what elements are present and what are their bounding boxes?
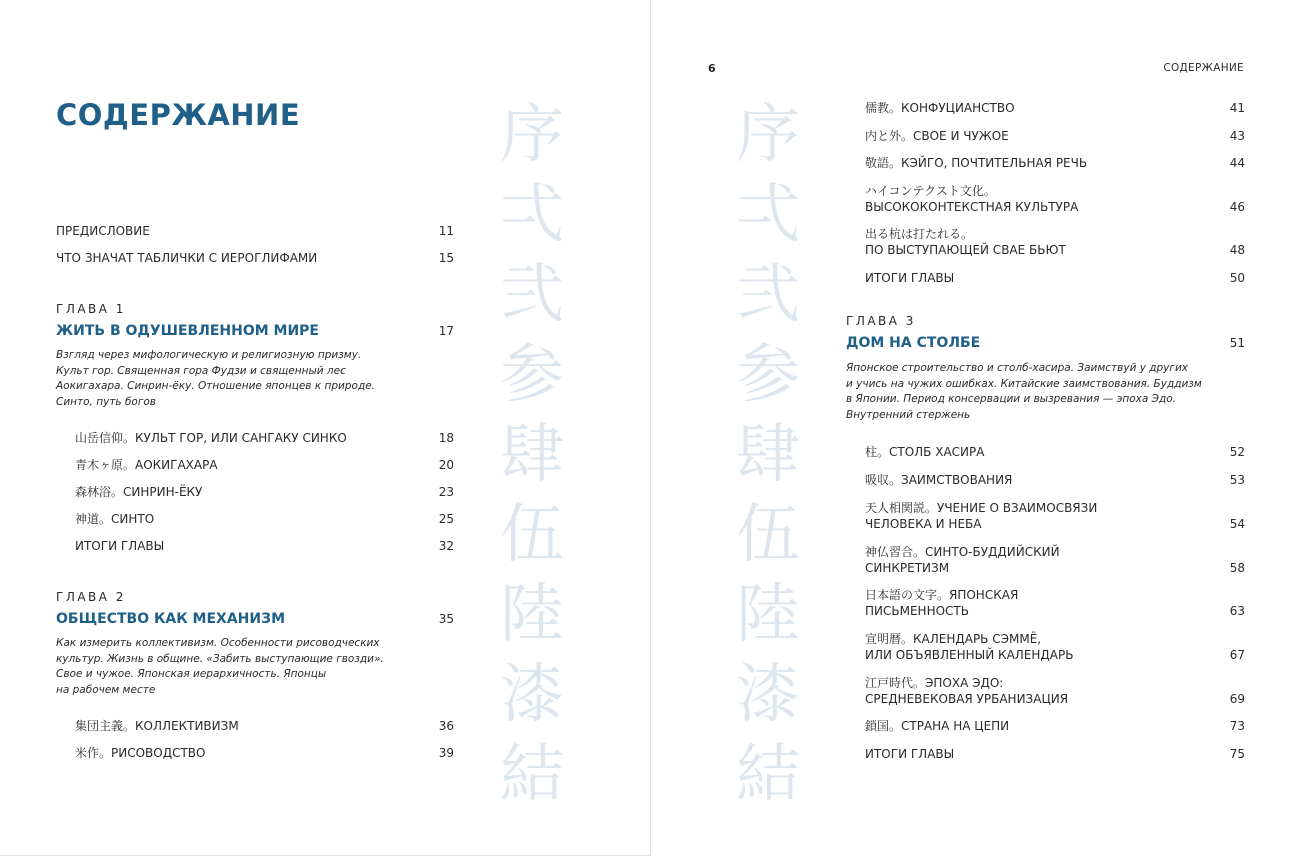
toc-entry[interactable] [75,745,454,761]
description-line: Синто, путь богов [56,395,156,408]
toc-entry-signs[interactable] [56,250,454,266]
kanji-char: 結 [736,738,800,812]
toc-entry-line: ВЫСОКОКОНТЕКСТНАЯ КУЛЬТУРА [865,200,1079,214]
toc-entry-line: СИНКРЕТИЗМ [865,561,950,575]
toc-entry-line: 神仏習合。СИНТО-БУДДИЙСКИЙ [865,545,1060,559]
toc-entry[interactable] [75,511,454,527]
chapter-2-description [56,636,396,698]
toc-entry[interactable] [865,718,1245,734]
toc-entry[interactable] [865,500,1245,532]
toc-entry-page: 73 [1229,719,1245,733]
kanji-char: 漆 [736,658,800,732]
right-page [651,0,1302,856]
kanji-char: 序 [500,98,564,172]
toc-entry-page: 50 [1229,271,1245,285]
toc-entry[interactable] [865,128,1245,144]
description-line: в Японии. Период консервации и вызревания — эпоха Эдо. [846,393,1176,406]
kanji-char: 肆 [736,418,800,492]
chapter-3-title[interactable] [846,334,1245,352]
toc-entry-line: СРЕДНЕВЕКОВАЯ УРБАНИЗАЦИЯ [865,692,1069,706]
chapter-3-description [846,361,1206,423]
toc-entry-line: ПИСЬМЕННОСТЬ [865,604,969,618]
toc-entry[interactable] [865,155,1245,171]
toc-entry-label: 青木ヶ原。АОКИГАХАРА [75,458,218,472]
toc-entry-page: 58 [1229,561,1245,575]
kanji-char: 陸 [500,578,564,652]
chapter-label: ГЛАВА 1 [56,302,126,316]
toc-entry-line: ハイコンテクスト文化。 [865,184,996,198]
chapter-2-title[interactable] [56,610,454,628]
description-line: Аокигахара. Синрин-ёку. Отношение японцев к природе. [56,380,376,393]
toc-entry-page: 63 [1229,604,1245,618]
chapter-title-text: ЖИТЬ В ОДУШЕВЛЕННОМ МИРЕ [56,323,319,339]
description-line: Культ гор. Священная гора Фудзи и священный лес [56,364,346,377]
toc-entry-page: 48 [1229,243,1245,257]
page-number: 6 [708,62,716,75]
kanji-char: 参 [500,338,564,412]
toc-entry-label: 柱。СТОЛБ ХАСИРА [865,445,985,459]
toc-entry-label [865,544,1060,576]
toc-entry[interactable] [75,718,454,734]
toc-entry-line: ПО ВЫСТУПАЮЩЕЙ СВАЕ БЬЮТ [865,243,1066,257]
toc-entry[interactable] [865,544,1245,576]
toc-entry-page: 36 [438,719,454,733]
toc-entry-label: 集団主義。КОЛЛЕКТИВИЗМ [75,719,239,733]
toc-entry-summary[interactable] [865,270,1245,286]
toc-entry-line: 天人相関説。УЧЕНИЕ О ВЗАИМОСВЯЗИ [865,501,1098,515]
toc-entry-page: 41 [1229,101,1245,115]
toc-entry-label: ИТОГИ ГЛАВЫ [865,271,955,285]
toc-entry-page: 20 [438,458,454,472]
toc-entry-label: 森林浴。СИНРИН-ЁКУ [75,485,203,499]
toc-entry-page: 43 [1229,129,1245,143]
toc-entry-label [865,183,1078,215]
toc-entry-label [865,675,1068,707]
toc-entry-label: 神道。СИНТО [75,512,155,526]
chapter-title-text: ОБЩЕСТВО КАК МЕХАНИЗМ [56,611,285,627]
toc-entry-label: 山岳信仰。КУЛЬТ ГОР, ИЛИ САНГАКУ СИНКО [75,431,347,445]
chapter-page: 51 [1229,336,1245,350]
toc-entry-line: 宣明暦。КАЛЕНДАРЬ СЭММЁ, [865,632,1042,646]
kanji-char: 陸 [736,578,800,652]
toc-entry-page: 52 [1229,445,1245,459]
toc-entry-label: 敬語。КЭЙГО, ПОЧТИТЕЛЬНАЯ РЕЧЬ [865,156,1088,170]
toc-entry-label: 内と外。СВОЕ И ЧУЖОЕ [865,129,1009,143]
toc-entry-line: 江戸時代。ЭПОХА ЭДО: [865,676,1004,690]
description-line: на рабочем месте [56,683,156,696]
description-line: Взгляд через мифологическую и религиозную призму. [56,349,362,361]
toc-entry-label [865,587,1018,619]
toc-entry-line: ИЛИ ОБЪЯВЛЕННЫЙ КАЛЕНДАРЬ [865,648,1074,662]
kanji-char: 序 [736,98,800,172]
toc-entry-page: 25 [438,512,454,526]
description-line: Внутренний стержень [846,408,971,421]
description-line: культур. Жизнь в общине. «Забить выступающие гвозди». [56,652,384,665]
kanji-char: 結 [500,738,564,812]
kanji-char: 肆 [500,418,564,492]
toc-entry-page: 32 [438,539,454,553]
toc-entry[interactable] [865,472,1245,488]
toc-entry-page: 23 [438,485,454,499]
toc-entry-label [865,631,1073,663]
toc-entry-label: 吸収。ЗАИМСТВОВАНИЯ [865,473,1013,487]
toc-entry[interactable] [865,183,1245,215]
toc-entry-page: 44 [1229,156,1245,170]
chapter-title-text: ДОМ НА СТОЛБЕ [846,335,981,351]
toc-entry[interactable] [865,587,1245,619]
toc-entry[interactable] [865,444,1245,460]
toc-entry[interactable] [75,484,454,500]
toc-entry-summary[interactable] [75,538,454,554]
kanji-char: 弐 [736,258,800,332]
toc-entry[interactable] [865,100,1245,116]
chapter-1-description [56,348,386,410]
kanji-char: 弌 [736,178,800,252]
kanji-char: 参 [736,338,800,412]
toc-entry-label: ИТОГИ ГЛАВЫ [75,539,165,553]
kanji-column-left [492,95,572,815]
toc-entry[interactable] [865,226,1245,258]
toc-entry-label: 鎖国。СТРАНА НА ЦЕПИ [865,719,1010,733]
description-line: Свое и чужое. Японская иерархичность. Японцы [56,668,327,681]
toc-entry-page: 53 [1229,473,1245,487]
toc-entry[interactable] [75,457,454,473]
toc-entry-page: 75 [1229,747,1245,761]
toc-entry-page: 15 [438,251,454,265]
chapter-label: ГЛАВА 2 [56,590,126,604]
toc-entry-page: 69 [1229,692,1245,706]
toc-entry-page: 46 [1229,200,1245,214]
toc-entry-label: 儒教。КОНФУЦИАНСТВО [865,101,1015,115]
toc-entry-preface[interactable] [56,223,454,239]
toc-entry[interactable] [865,675,1245,707]
description-line: и учись на чужих ошибках. Китайские заимствования. Буддизм [846,377,1202,390]
toc-entry-page: 54 [1229,517,1245,531]
toc-entry-line: 出る杭は打たれる。 [865,227,974,241]
description-line: Японское строительство и столб-хасира. Заимствуй у других [846,362,1188,374]
toc-entry-page: 67 [1229,648,1245,662]
toc-entry-label: ЧТО ЗНАЧАТ ТАБЛИЧКИ С ИЕРОГЛИФАМИ [56,251,318,265]
kanji-char: 伍 [500,498,564,572]
toc-entry-label: 米作。РИСОВОДСТВО [75,746,206,760]
chapter-label: ГЛАВА 3 [846,314,916,328]
toc-entry-label: ИТОГИ ГЛАВЫ [865,747,955,761]
toc-entry-summary[interactable] [865,746,1245,762]
toc-entry-line: ЧЕЛОВЕКА И НЕБА [865,517,982,531]
kanji-char: 弌 [500,178,564,252]
chapter-1-title[interactable] [56,322,454,340]
kanji-column-right [728,95,808,815]
toc-entry-label [865,226,1066,258]
running-head: СОДЕРЖАНИЕ [1163,62,1244,74]
toc-entry-page: 11 [438,224,454,238]
kanji-char: 漆 [500,658,564,732]
description-line: Как измерить коллективизм. Особенности рисоводческих [56,637,380,649]
kanji-char: 伍 [736,498,800,572]
toc-entry-page: 39 [438,746,454,760]
kanji-char: 弐 [500,258,564,332]
toc-entry-label: ПРЕДИСЛОВИЕ [56,224,150,238]
toc-entry-page: 18 [438,431,454,445]
toc-entry-line: 日本語の文字。ЯПОНСКАЯ [865,588,1019,602]
chapter-page: 17 [438,324,454,338]
toc-entry[interactable] [75,430,454,446]
toc-entry[interactable] [865,631,1245,663]
chapter-page: 35 [438,612,454,626]
page-title: СОДЕРЖАНИЕ [56,98,301,132]
toc-entry-label [865,500,1097,532]
